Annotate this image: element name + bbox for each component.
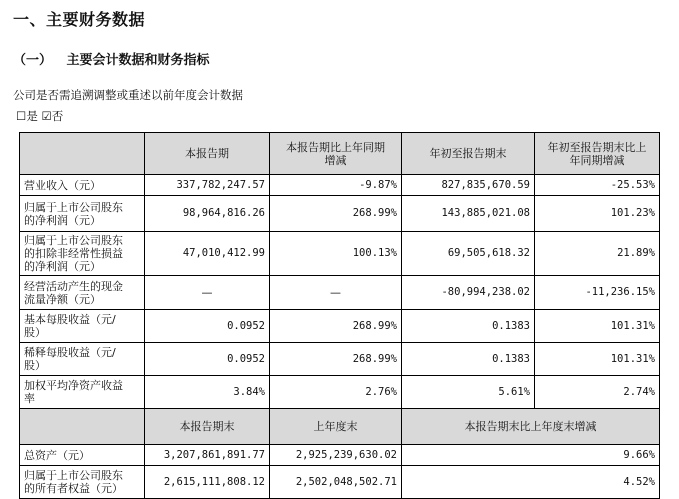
table-cell: 5.61% [402,376,535,409]
row-label: 加权平均净资产收益 率 [20,376,145,409]
section-title: 一、主要财务数据 [13,10,146,29]
table-cell: -11,236.15% [535,276,660,310]
table1-header-cell: 本报告期比上年同期 增减 [270,133,402,175]
table2-header-cell: 本报告期末比上年度末增减 [402,409,660,445]
financial-data-table [19,132,660,499]
row-label: 营业收入（元） [20,175,145,196]
table-row [20,310,660,343]
table-row [20,466,660,499]
subsection-title: 主要会计数据和财务指标 [66,53,210,68]
table-cell: 268.99% [270,343,402,376]
table-row [20,196,660,232]
table-cell: 2,615,111,808.12 [145,466,270,499]
table-row [20,232,660,276]
table-cell: 2.74% [535,376,660,409]
table-cell: -25.53% [535,175,660,196]
row-label: 总资产（元） [20,445,145,466]
row-label: 归属于上市公司股东 的所有者权益（元） [20,466,145,499]
table-cell: 101.23% [535,196,660,232]
table-cell: 21.89% [535,232,660,276]
restatement-question: 公司是否需追溯调整或重述以前年度会计数据 [13,88,243,102]
subsection-number: （一） [13,53,53,68]
table-row [20,445,660,466]
restatement-options [16,108,63,124]
table-row [20,276,660,310]
table2-header-cell [20,409,145,445]
no-label: 否 [51,109,64,123]
table-cell: 268.99% [270,310,402,343]
table1-header-cell: 年初至报告期末 [402,133,535,175]
table1-header-cell: 本报告期 [145,133,270,175]
table-cell: 69,505,618.32 [402,232,535,276]
table-cell: — [145,276,270,310]
table-cell: -80,994,238.02 [402,276,535,310]
table-cell: 0.1383 [402,343,535,376]
table-cell: 2.76% [270,376,402,409]
table-row [20,343,660,376]
row-label: 经营活动产生的现金 流量净额（元） [20,276,145,310]
table2-header-cell: 上年度末 [270,409,402,445]
table-cell: 337,782,247.57 [145,175,270,196]
table-cell: 101.31% [535,310,660,343]
table-cell: -9.87% [270,175,402,196]
table-row [20,175,660,196]
table-cell: 3,207,861,891.77 [145,445,270,466]
subsection-heading [13,49,210,68]
table-cell: 98,964,816.26 [145,196,270,232]
table-cell: 2,502,048,502.71 [270,466,402,499]
table-cell: 101.31% [535,343,660,376]
table-cell: 268.99% [270,196,402,232]
table-cell: 2,925,239,630.02 [270,445,402,466]
row-label: 归属于上市公司股东 的净利润（元） [20,196,145,232]
table-cell: 0.1383 [402,310,535,343]
table-cell: 47,010,412.99 [145,232,270,276]
table-row [20,376,660,409]
table-cell: 3.84% [145,376,270,409]
table1-header-cell: 年初至报告期末比上 年同期增减 [535,133,660,175]
table-cell: 827,835,670.59 [402,175,535,196]
table2-header-cell: 本报告期末 [145,409,270,445]
row-label: 基本每股收益（元/ 股） [20,310,145,343]
row-label: 稀释每股收益（元/ 股） [20,343,145,376]
table-cell: 0.0952 [145,310,270,343]
row-label: 归属于上市公司股东 的扣除非经常性损益 的净利润（元） [20,232,145,276]
table1-header-cell [20,133,145,175]
table-cell: 9.66% [402,445,660,466]
table-cell: — [270,276,402,310]
table1-header-row [20,133,660,175]
table-cell: 4.52% [402,466,660,499]
yes-label: 是 [26,109,38,123]
table-cell: 143,885,021.08 [402,196,535,232]
yes-checkbox: ☐ [16,109,27,123]
table-cell: 100.13% [270,232,402,276]
table2-header-row [20,409,660,445]
table-cell: 0.0952 [145,343,270,376]
no-checkbox: ☑ [41,109,52,123]
